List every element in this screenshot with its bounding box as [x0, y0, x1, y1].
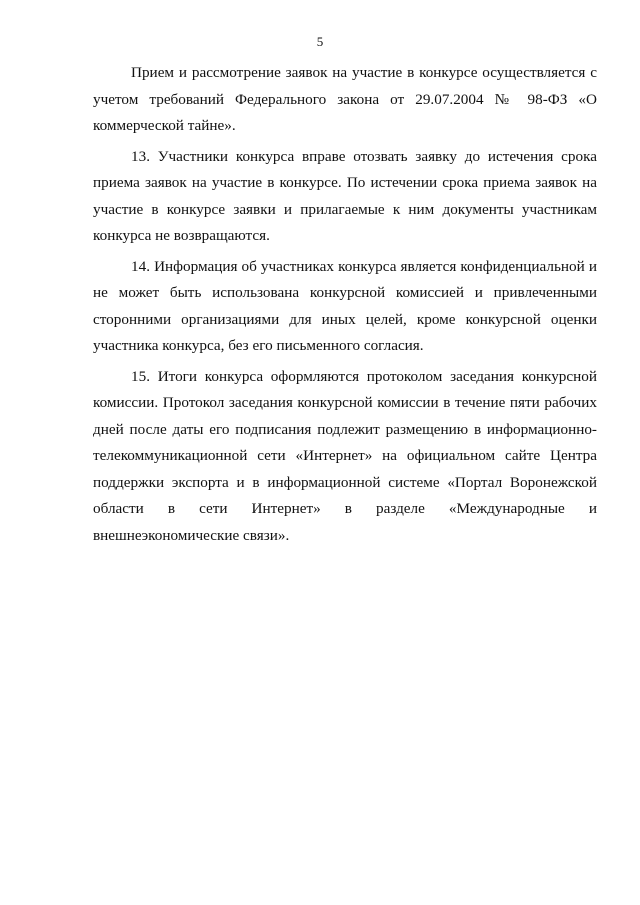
text-line: внешнеэкономические связи».	[93, 526, 290, 544]
text-line: коммерческой тайне».	[93, 117, 236, 134]
paragraph-14	[93, 254, 597, 360]
paragraph-15	[93, 364, 597, 550]
text-line: приема заявок на участие в конкурсе. По истечении срока приема заявок на	[93, 174, 597, 191]
paragraph-intake-review	[93, 60, 597, 140]
text-line: участника конкурса, без его письменного согласия.	[93, 337, 424, 354]
text-line: телекоммуникационной сети «Интернет» на официальном сайте Центра	[93, 447, 597, 464]
text-line: дней после даты его подписания подлежит размещению в информационно-	[93, 420, 597, 438]
text-line: 14. Информация об участниках конкурса является конфиденциальной и	[131, 257, 597, 275]
document-body	[93, 60, 597, 553]
text-line: 13. Участники конкурса вправе отозвать заявку до истечения срока	[131, 147, 597, 165]
text-line: учетом требований Федерального закона от 29.07.2004 № 98-ФЗ «О	[93, 90, 597, 108]
text-line: конкурса не возвращаются.	[93, 227, 270, 244]
text-line: поддержки экспорта и в информационной системе «Портал Воронежской	[93, 473, 597, 491]
text-line: участие в конкурсе заявки и прилагаемые к ним документы участникам	[93, 200, 597, 218]
text-line: Прием и рассмотрение заявок на участие в конкурсе осуществляется с	[131, 64, 597, 81]
page-number: 5	[316, 34, 324, 49]
text-line: не может быть использована конкурсной комиссией и привлеченными	[93, 284, 597, 301]
text-line: области в сети Интернет» в разделе «Международные и	[93, 500, 597, 517]
paragraph-13	[93, 144, 597, 250]
text-line: комиссии. Протокол заседания конкурсной комиссии в течение пяти рабочих	[93, 394, 597, 411]
text-line: 15. Итоги конкурса оформляются протоколом заседания конкурсной	[131, 367, 597, 385]
text-line: сторонними организациями для иных целей, кроме конкурсной оценки	[93, 310, 597, 328]
